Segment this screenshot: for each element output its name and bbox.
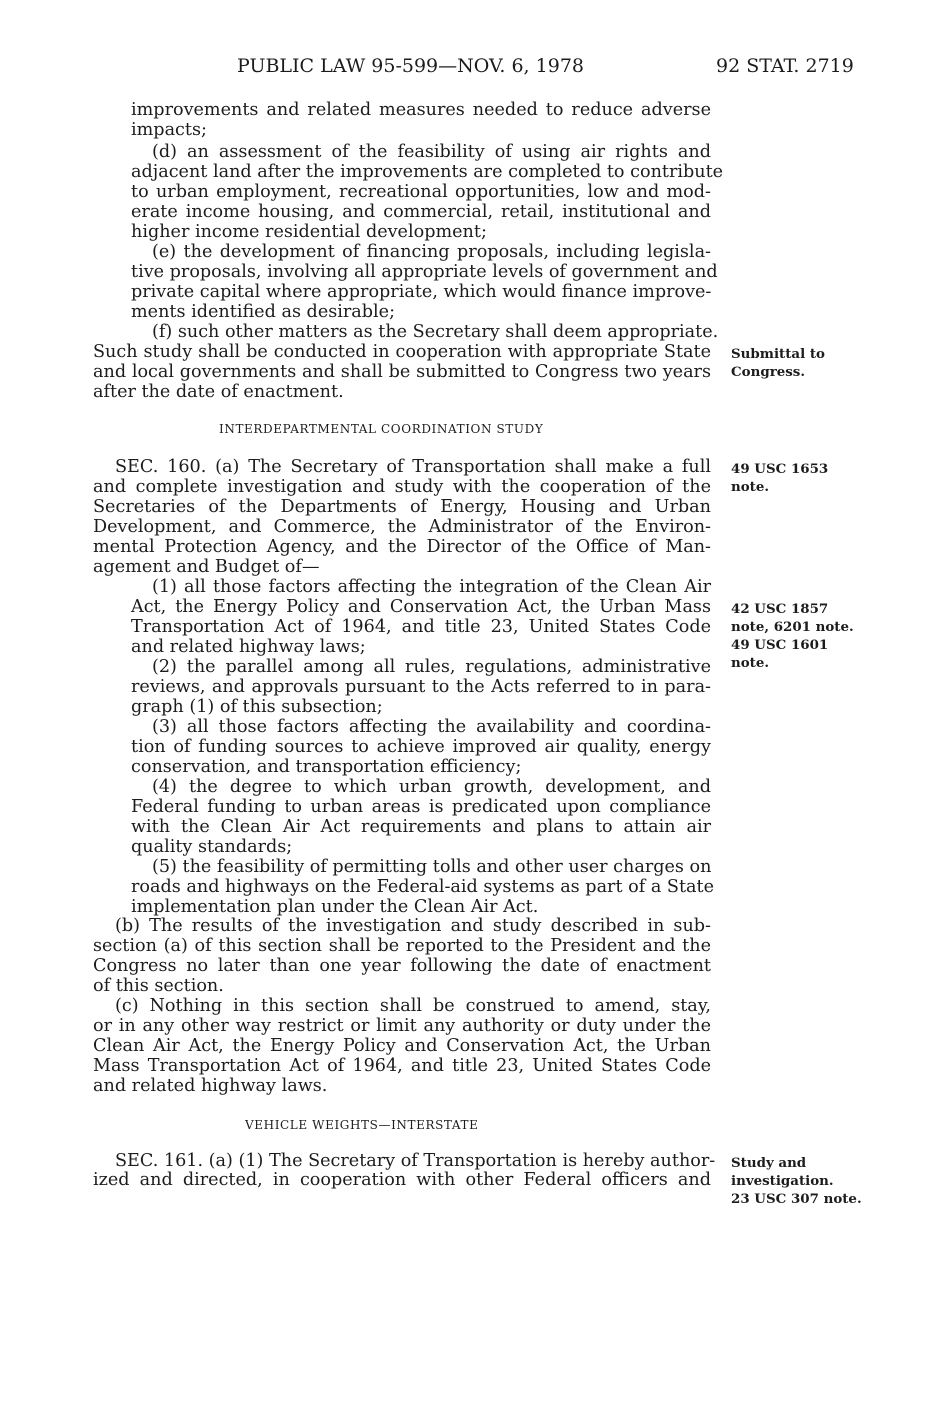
body-line: (2) the parallel among all rules, regulations, administrative (152, 657, 711, 677)
body-line: quality standards; (131, 837, 293, 857)
body-line: (1) all those factors affecting the integration of the Clean Air (152, 577, 711, 597)
body-line: Clean Air Act, the Energy Policy and Conservation Act, the Urban (93, 1036, 711, 1056)
body-line: graph (1) of this subsection; (131, 697, 383, 717)
running-header-title: PUBLIC LAW 95-599—NOV. 6, 1978 (237, 55, 584, 77)
body-line: Federal funding to urban areas is predicated upon compliance (131, 797, 711, 817)
body-line: (b) The results of the investigation and study described in sub- (115, 916, 711, 936)
body-line: SEC. 161. (a) (1) The Secretary of Transportation is hereby author- (115, 1151, 716, 1171)
body-line: agement and Budget of— (93, 557, 320, 577)
body-line: tive proposals, involving all appropriate levels of government and (131, 262, 718, 282)
body-line: improvements and related measures needed to reduce adverse (131, 100, 711, 120)
body-line: private capital where appropriate, which would finance improve- (131, 282, 712, 302)
running-header-stat: 92 STAT. 2719 (716, 55, 854, 77)
body-line: Development, and Commerce, the Administrator of the Environ- (93, 517, 711, 537)
body-line: Act, the Energy Policy and Conservation Act, the Urban Mass (131, 597, 711, 617)
body-line: adjacent land after the improvements are completed to contribute (131, 162, 724, 182)
body-line: (5) the feasibility of permitting tolls and other user charges on (152, 857, 712, 877)
body-line: impacts; (131, 120, 207, 140)
body-line: or in any other way restrict or limit any authority or duty under the (93, 1016, 711, 1036)
body-line: (3) all those factors affecting the availability and coordina- (152, 717, 711, 737)
body-line: section (a) of this section shall be reported to the President and the (93, 936, 711, 956)
body-line: Mass Transportation Act of 1964, and title 23, United States Code (93, 1056, 711, 1076)
body-line: to urban employment, recreational opportunities, low and mod- (131, 182, 711, 202)
body-line: roads and highways on the Federal-aid systems as part of a State (131, 877, 714, 897)
body-line: (e) the development of financing proposals, including legisla- (152, 242, 711, 262)
body-line: Congress no later than one year following the date of enactment (93, 956, 711, 976)
margin-note-submittal: Submittal to Congress. (731, 346, 825, 380)
body-line: and local governments and shall be submitted to Congress two years (93, 362, 711, 382)
section-heading-161: VEHICLE WEIGHTS—INTERSTATE (245, 1118, 479, 1132)
body-line: (4) the degree to which urban growth, development, and (152, 777, 711, 797)
body-line: and related highway laws; (131, 637, 366, 657)
body-line: Secretaries of the Departments of Energy, Housing and Urban (93, 497, 711, 517)
body-line: of this section. (93, 976, 224, 996)
body-line: (c) Nothing in this section shall be construed to amend, stay, (115, 996, 711, 1016)
body-line: tion of funding sources to achieve improved air quality, energy (131, 737, 711, 757)
body-line: Such study shall be conducted in cooperation with appropriate State (93, 342, 711, 362)
body-line: and related highway laws. (93, 1076, 328, 1096)
body-line: with the Clean Air Act requirements and plans to attain air (131, 817, 711, 837)
body-line: conservation, and transportation efficiency; (131, 757, 522, 777)
body-line: ized and directed, in cooperation with other Federal officers and (93, 1170, 711, 1190)
body-line: and complete investigation and study with the cooperation of the (93, 477, 711, 497)
body-line: Transportation Act of 1964, and title 23, United States Code (131, 617, 711, 637)
body-line: higher income residential development; (131, 222, 487, 242)
body-line: (d) an assessment of the feasibility of using air rights and (152, 142, 711, 162)
body-line: implementation plan under the Clean Air Act. (131, 897, 539, 917)
section-heading-160: INTERDEPARTMENTAL COORDINATION STUDY (219, 422, 544, 436)
margin-note-study: Study and investigation. 23 USC 307 note. (731, 1155, 862, 1207)
body-line: reviews, and approvals pursuant to the Acts referred to in para- (131, 677, 711, 697)
body-line: mental Protection Agency, and the Director of the Office of Man- (93, 537, 711, 557)
body-line: after the date of enactment. (93, 382, 344, 402)
body-line: (f) such other matters as the Secretary shall deem appropriate. (152, 322, 719, 342)
margin-note-49-usc-1653: 49 USC 1653 note. (731, 461, 829, 495)
body-line: ments identified as desirable; (131, 302, 396, 322)
body-line: SEC. 160. (a) The Secretary of Transportation shall make a full (115, 457, 711, 477)
margin-note-42-usc-1857: 42 USC 1857 note, 6201 note. 49 USC 1601 note. (731, 601, 854, 671)
body-line: erate income housing, and commercial, retail, institutional and (131, 202, 711, 222)
